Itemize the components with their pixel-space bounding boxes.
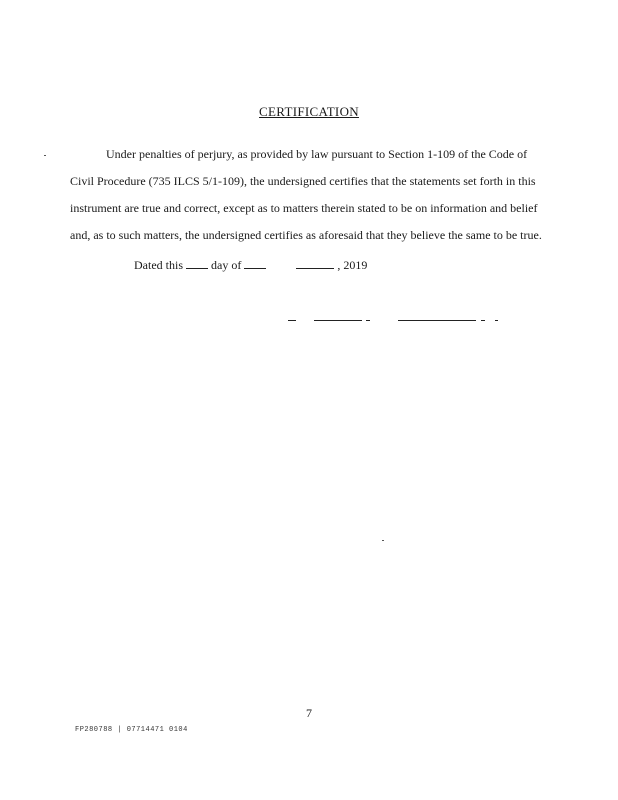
paragraph-line-3: instrument are true and correct, except as to matters therein stated to be on information and belief [70,201,538,215]
signature-line-segment [481,320,485,321]
paragraph-line-1: Under penalties of perjury, as provided by law pursuant to Section 1-109 of the Code of [106,147,528,161]
signature-line-segment [495,320,498,321]
dated-line [134,258,367,273]
dated-middle: day of [211,258,242,272]
dated-year: , 2019 [337,258,368,272]
day-blank [186,258,208,269]
month-blank-1 [244,258,266,269]
paragraph-line-4: and, as to such matters, the undersigned certifies as aforesaid that they believe the same to be true. [70,228,542,242]
scan-speck [44,155,46,156]
signature-line-segment [398,320,476,321]
dated-prefix: Dated this [134,258,183,272]
signature-line-segment [366,320,370,321]
paragraph-line-2: Civil Procedure (735 ILCS 5/1-109), the undersigned certifies that the statements set forth in this [70,174,536,188]
document-title: CERTIFICATION [259,104,359,119]
signature-line-segment [288,320,296,321]
document-id: FP280788 | 07714471 0104 [75,726,188,734]
signature-line-segment [314,320,362,321]
scan-speck [382,540,384,541]
month-blank-2 [296,258,334,269]
page-number: 7 [306,706,312,720]
